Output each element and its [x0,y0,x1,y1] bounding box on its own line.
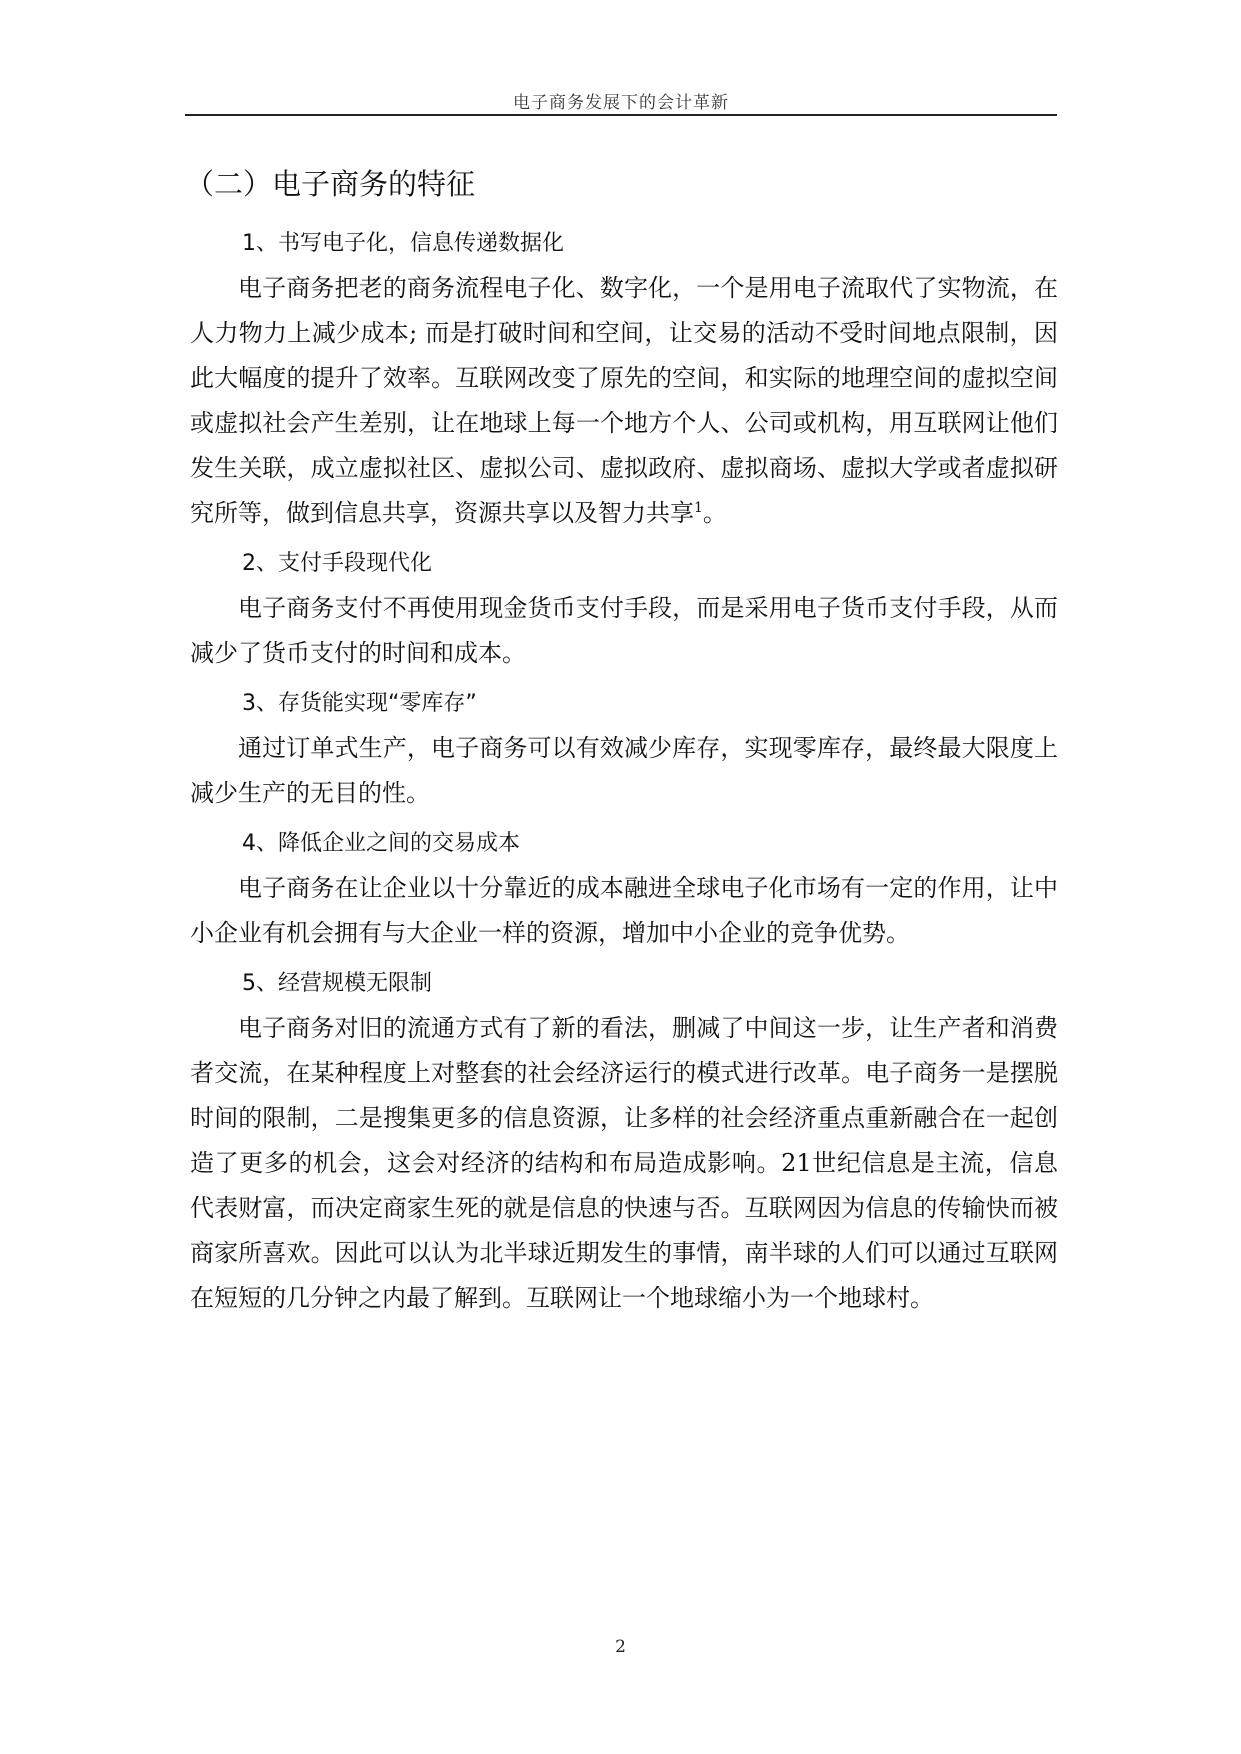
subsection-paragraph-1 [190,266,1058,536]
footnote-reference[interactable]: 1 [694,500,703,516]
subsection-heading-2: 2、支付手段现代化 [242,551,432,576]
subsection-paragraph-4: 电子商务在让企业以十分靠近的成本融进全球电子化市场有一定的作用，让中小企业有机会拥有与大企业一样的资源，增加中小企业的竞争优势。 [190,874,1058,947]
subsection-heading-4: 4、降低企业之间的交易成本 [242,831,520,856]
section-title: （二）电子商务的特征 [185,167,476,201]
body-content [190,222,1058,1321]
header-divider [185,114,1057,116]
subsection-heading-1: 1、书写电子化，信息传递数据化 [242,231,564,256]
subsection-heading-3: 3、存货能实现“零库存” [242,691,477,716]
subsection-paragraph-2: 电子商务支付不再使用现金货币支付手段，而是采用电子货币支付手段，从而减少了货币支付的时间和成本。 [190,594,1058,667]
subsection-heading-5: 5、经营规模无限制 [242,971,432,996]
subsection-paragraph-3: 通过订单式生产，电子商务可以有效减少库存，实现零库存，最终最大限度上减少生产的无目的性。 [190,734,1058,807]
paragraph-text: 电子商务把老的商务流程电子化、数字化，一个是用电子流取代了实物流，在人力物力上减少成本; 而是打破时间和空间，让交易的活动不受时间地点限制，因此大幅度的提升了效率。互联网改变了原先的空间，和实际的地理空间的虚拟空间或虚拟社会产生差别，让在地球上每一个地方个人、公司或机构，用互联网让他们发生关联，成立虚拟社区、虚拟公司、虚拟政府、虚拟商场、虚拟大学或者虚拟研究所等，做到信息共享，资源共享以及智力共享 [190,274,1058,527]
running-header: 电子商务发展下的会计革新 [513,93,729,113]
subsection-paragraph-5: 电子商务对旧的流通方式有了新的看法，删减了中间这一步，让生产者和消费者交流，在某种程度上对整套的社会经济运行的模式进行改革。电子商务一是摆脱时间的限制，二是搜集更多的信息资源，让多样的社会经济重点重新融合在一起创造了更多的机会，这会对经济的结构和布局造成影响。21世纪信息是主流，信息代表财富，而决定商家生死的就是信息的快速与否。互联网因为信息的传输快而被商家所喜欢。因此可以认为北半球近期发生的事情，南半球的人们可以通过互联网在短短的几分钟之内最了解到。互联网让一个地球缩小为一个地球村。 [190,1014,1058,1312]
paragraph-end: 。 [702,499,727,527]
page-number: 2 [615,1637,626,1657]
